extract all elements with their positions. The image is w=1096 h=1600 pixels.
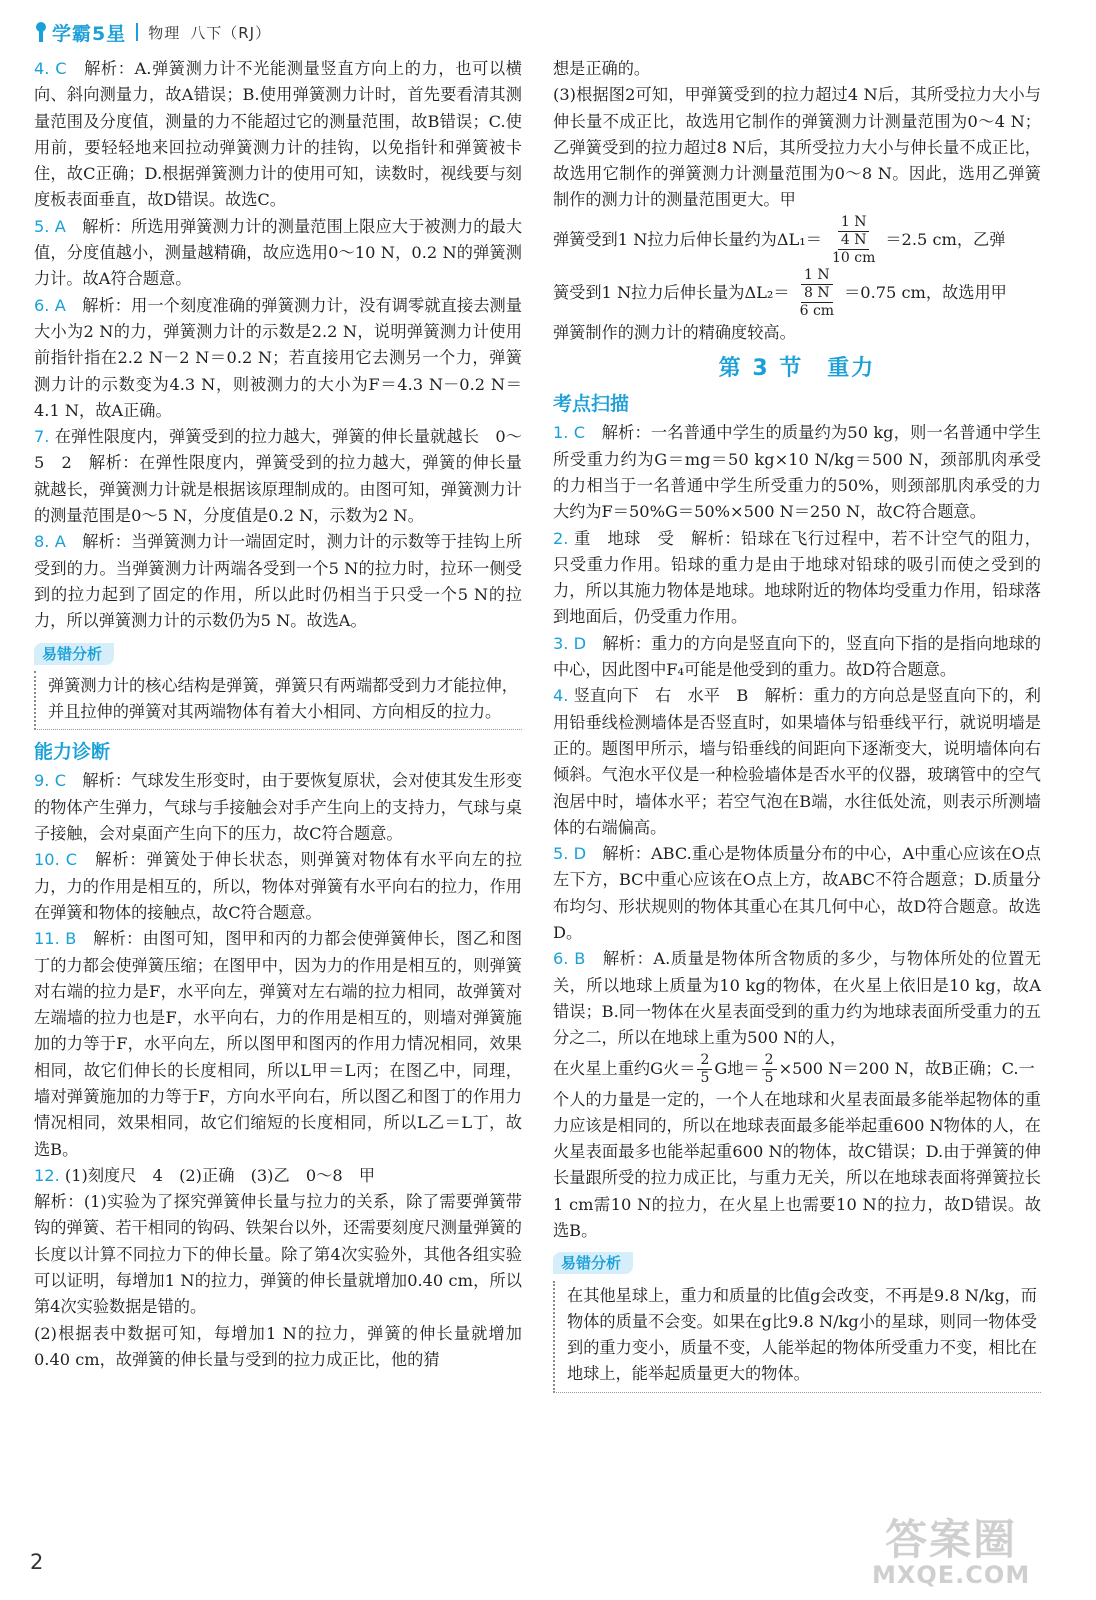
answer-7 <box>34 424 522 529</box>
answer-number: 5. D <box>553 844 587 864</box>
answer-3 <box>553 631 1041 684</box>
answer-number: 2. <box>553 528 569 548</box>
formula-text: ×500 N＝200 N，故B正确；C.一 <box>778 1058 1035 1078</box>
answer-text: 在弹性限度内，弹簧受到的拉力越大，弹簧的伸长量就越长 0～5 2 解析：在弹性限度内，弹簧受到的拉力越大，弹簧的伸长量就越长，弹簧测力计就是根据该原理制成的。由图可知，弹簧测力计的测量范围是0～5 N，分度值是0.2 N，示数为2 N。 <box>34 427 522 526</box>
fraction-numerator: 1 N <box>801 267 833 285</box>
left-column <box>34 56 522 1373</box>
answer-text: 竖直向下 右 水平 B 解析：重力的方向总是竖直向下的，利用铅垂线检测墙体是否竖直时，如果墙体与铅垂线平行，就说明墙是正的。题图甲所示，墙与铅垂线的间距向下逐渐变大，说明墙体向右倾斜。气泡水平仪是一种检验墙体是否水平的仪器，玻璃管中的空气泡居中时，墙体水平；若空气泡在B端，水往低处流，则表示所测墙体的右端偏高。 <box>553 686 1041 837</box>
answer-number: 7. <box>34 427 50 447</box>
note-tag: 易错分析 <box>34 643 114 665</box>
page-number: 2 <box>30 1550 44 1574</box>
answer-number: 1. C <box>553 423 586 443</box>
watermark-url: MXQE.COM <box>872 1561 1031 1589</box>
formula-line-1 <box>553 214 1041 267</box>
answer-text: 解析：A.质量是物体所含物质的多少，与物体所处的位置无关，所以地球上质量为10 kg的物体，在火星上依旧是10 kg，故A错误；B.同一物体在火星表面受到的重力约为地球表面所受重力的五分之二，所以在地球上重为500 N的人， <box>553 949 1041 1048</box>
answer-1 <box>553 420 1041 525</box>
answer-text: 重 地球 受 解析：铅球在飞行过程中，若不计空气的阻力，只受重力作用。铅球的重力是由于地球对铅球的吸引而使之受到的力，所以其施力物体是地球。地球附近的物体均受重力作用，铅球落到地面后，仍受重力作用。 <box>553 528 1041 627</box>
answer-10 <box>34 847 522 926</box>
answer-number: 6. A <box>34 295 66 315</box>
answer-number: 4. C <box>34 59 67 78</box>
answer-text: 解析：一名普通中学生的质量约为50 kg，则一名普通中学生所受重力约为G＝mg＝50 kg×10 N/kg＝500 N，颈部肌肉承受的力相当于一名普通中学生所受重力的50%，则颈部肌肉承受的力大约为F＝50%G＝50%×500 N＝250 N，故C符合题意。 <box>553 423 1041 522</box>
fraction <box>824 214 883 267</box>
answer-number: 4. <box>553 686 569 706</box>
section-title-ability: 能力诊断 <box>34 741 111 764</box>
fraction-denominator: 5 <box>700 1069 710 1086</box>
fraction-denominator <box>792 285 842 320</box>
fraction <box>697 1052 712 1087</box>
inner-fraction <box>829 232 878 267</box>
fraction-denominator <box>824 232 883 267</box>
right-column <box>553 56 1041 1399</box>
answer-text: 解析：弹簧处于伸长状态，则弹簧对物体有水平向左的拉力，力的作用是相互的，所以，物体对弹簧有水平向右的拉力，作用在弹簧和物体的接触点，故C符合题意。 <box>34 850 523 922</box>
answer-number: 5. A <box>34 216 66 236</box>
answer-text: 解析：A.弹簧测力计不光能测量竖直方向上的力，也可以横向、斜向测量力，故A错误；B.使用弹簧测力计时，首先要看清其测量范围及分度值，测量的力不能超过它的测量范围，故B错误；C.使用前，要轻轻地来回拉动弹簧测力计的挂钩，以免指针和弹簧被卡住，故C正确；D.根据弹簧测力计的使用可知，读数时，视线要与刻度板表面垂直，故D错误。故选C。 <box>34 59 522 210</box>
answer-11 <box>34 926 522 1163</box>
inner-fraction <box>797 285 837 320</box>
inner-numerator: 8 N <box>801 285 833 303</box>
header-divider <box>136 23 138 41</box>
answer-6 <box>34 293 522 424</box>
answer-5 <box>34 214 522 293</box>
error-analysis-note <box>553 1250 1041 1392</box>
continued-text: (3)根据图2可知，甲弹簧受到的拉力超过4 N后，其所受拉力大小与伸长量不成正比，故选用它制作的弹簧测力计测量范围为0～4 N；乙弹簧受到的拉力超过8 N后，其所受拉力大小与伸长量不成正比，故选用它制作的弹簧测力计测量范围为0～8 N。因此，选用乙弹簧制作的测力计的测量范围更大。甲 <box>553 85 1041 210</box>
section-title-scan: 考点扫描 <box>553 393 630 416</box>
answer-number: 3. D <box>553 633 587 653</box>
answer-8 <box>34 529 522 634</box>
inner-denominator: 10 cm <box>831 249 876 266</box>
watermark-logo <box>872 1515 1031 1589</box>
answer-4 <box>34 56 522 214</box>
note-tag: 易错分析 <box>553 1252 633 1274</box>
brand-logo <box>34 19 126 46</box>
answer-number: 6. B <box>553 949 586 969</box>
answer-number: 11. B <box>34 929 77 949</box>
continued-text: 弹簧制作的测力计的精确度较高。 <box>553 322 796 342</box>
answer-6b-cont: 个人的力量是一定的，一个人在地球和火星表面最多能举起物体的重力应该是相同的，所以在地球表面最多能举起重600 N物体的人，在火星表面最多也能举起重600 N的物体，故C错误；D.由于弹簧的伸长量跟所受的拉力成正比，与重力无关，所以在地球表面将弹簧拉长1 cm需10 N的拉力，在火星上也需要10 N的拉力，故D错误。故选B。 <box>553 1089 1041 1240</box>
error-analysis-note <box>34 641 522 731</box>
answer-key: (1)刻度尺 4 (2)正确 (3)乙 0～8 甲 <box>64 1165 376 1185</box>
answer-text: 解析：所选用弹簧测力计的测量范围上限应大于被测力的最大值，分度值越小，测量越精确，故应选用0～10 N，0.2 N的弹簧测力计。故A符合题意。 <box>34 216 523 289</box>
formula-text: 簧受到1 N拉力后伸长量为ΔL₂＝ <box>553 282 790 302</box>
answer-12-analysis-2: (2)根据表中数据可知，每增加1 N的拉力，弹簧的伸长量就增加0.40 cm，故弹簧的伸长量与受到的拉力成正比，他的猜 <box>34 1323 522 1369</box>
continued-text: 想是正确的。 <box>553 59 651 78</box>
formula-text: G地＝ <box>714 1058 760 1078</box>
header-subject: 物理 <box>148 23 181 42</box>
formula-line-2 <box>553 267 1041 320</box>
answer-text: 解析：当弹簧测力计一端固定时，测力计的示数等于挂钩上所受到的力。当弹簧测力计两端各受到一个5 N的拉力时，拉环一侧受到的拉力起到了固定的作用，所以此时仍相当于只受一个5 N的拉力，所以弹簧测力计的示数仍为5 N。故选A。 <box>34 532 523 631</box>
formula-text: ＝0.75 cm，故选用甲 <box>844 282 1007 302</box>
answer-2 <box>553 526 1041 631</box>
answer-9 <box>34 768 522 847</box>
header-grade: 八下（RJ） <box>190 23 272 42</box>
fraction <box>762 1052 777 1087</box>
inner-denominator: 6 cm <box>799 302 835 319</box>
answer-5b <box>553 841 1041 946</box>
chapter-title: 第 3 节 重力 <box>718 356 876 382</box>
brand-name: 学霸5星 <box>52 22 127 45</box>
formula-text: 在火星上重约G火＝ <box>553 1058 696 1078</box>
answer-4b <box>553 683 1041 841</box>
inner-numerator: 4 N <box>838 232 870 250</box>
formula-text: ＝2.5 cm，乙弹 <box>885 229 1006 249</box>
note-body: 弹簧测力计的核心结构是弹簧，弹簧只有两端都受到力才能拉伸，并且拉伸的弹簧对其两端物体有着大小相同、方向相反的拉力。 <box>34 671 522 731</box>
answer-text: 解析：ABC.重心是物体质量分布的中心，A中重心应该在O点左下方，BC中重心应该在O点上方，故ABC不符合题意；D.质量分布均匀、形状规则的物体其重心在其几何中心，故D符合题意。故选D。 <box>553 844 1041 943</box>
fraction-numerator: 1 N <box>838 214 870 232</box>
answer-text: 解析：气球发生形变时，由于要恢复原状，会对使其发生形变的物体产生弹力，气球与手接触会对手产生向上的支持力，气球与桌子接触，会对桌面产生向下的压力，故C符合题意。 <box>34 771 523 844</box>
answer-number: 12. <box>34 1165 60 1185</box>
brand-icon <box>34 22 48 42</box>
answer-text: 解析：用一个刻度准确的弹簧测力计，没有调零就直接去测量大小为2 N的力，弹簧测力计的示数是2.2 N，说明弹簧测力计使用前指针指在2.2 N－2 N＝0.2 N；若直接用它去测另一个力，弹簧测力计的示数变为4.3 N，则被测力的大小为F＝4.3 N－0.2 N＝4.1 N，故A正确。 <box>34 295 523 420</box>
formula-text: 弹簧受到1 N拉力后伸长量约为ΔL₁＝ <box>553 229 822 249</box>
answer-number: 9. C <box>34 771 66 791</box>
page-header <box>34 14 271 50</box>
fraction-numerator: 2 <box>762 1052 777 1070</box>
answer-number: 10. C <box>34 850 78 870</box>
watermark-text: 答案圈 <box>885 1515 1018 1564</box>
note-body: 在其他星球上，重力和质量的比值g会改变，不再是9.8 N/kg，而物体的质量不会变。如果在g比9.8 N/kg小的星球，则同一物体受到的重力变小，质量不变，人能举起的物体所受重力不变，相比在地球上，能举起质量更大的物体。 <box>553 1281 1041 1393</box>
answer-12-analysis-1: 解析：(1)实验为了探究弹簧伸长量与拉力的关系，除了需要弹簧带钩的弹簧、若干相同的钩码、铁架台以外，还需要刻度尺测量弹簧的长度以计算不同拉力下的伸长量。除了第4次实验外，其他各组实验可以证明，每增加1 N的拉力，弹簧的伸长量就增加0.40 cm，所以第4次实验数据是错的。 <box>34 1192 522 1317</box>
answer-text: 解析：由图可知，图甲和丙的力都会使弹簧伸长，图乙和图丁的力都会使弹簧压缩；在图甲中，因为力的作用是相互的，则弹簧对右端的拉力是F，水平向左，弹簧对左右端的拉力相同，故弹簧对左端墙的拉力也是F，水平向右，力的作用是相互的，则墙对弹簧施加的力等于F，水平向左，所以图甲和图丙的作用力情况相同，效果相同，故它们伸长的长度相同，所以L甲＝L丙；在图乙中，同理，墙对弹簧施加的力等于F，方向水平向右，所以图乙和图丁的作用力情况相同，效果相同，故它们缩短的长度相同，所以L乙＝L丁，故选B。 <box>34 929 523 1159</box>
answer-text: 解析：重力的方向是竖直向下的，竖直向下指的是指向地球的中心，因此图中F₄可能是他受到的重力。故D符合题意。 <box>553 633 1042 680</box>
answer-6b <box>553 946 1041 1051</box>
fraction-denominator: 5 <box>764 1069 774 1086</box>
answer-number: 8. A <box>34 532 66 552</box>
answer-12 <box>34 1163 522 1189</box>
formula-line-3 <box>553 1052 1041 1087</box>
fraction <box>792 267 842 320</box>
fraction-numerator: 2 <box>697 1052 712 1070</box>
